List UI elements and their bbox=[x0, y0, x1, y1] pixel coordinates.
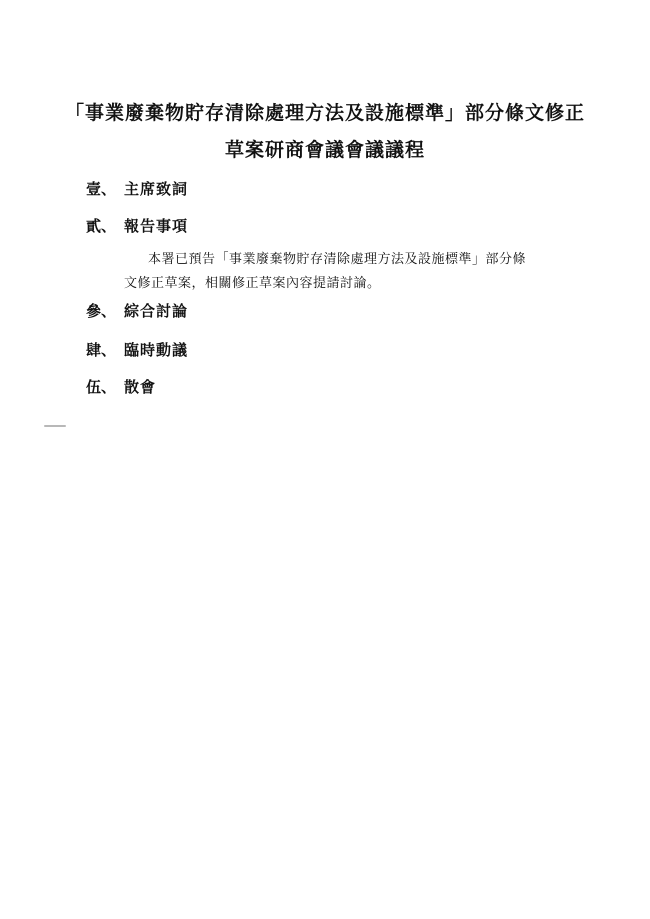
agenda-item-label: 主席致詞 bbox=[124, 180, 189, 198]
agenda-item-number: 壹、 bbox=[86, 180, 117, 198]
agenda-item-number: 伍、 bbox=[86, 378, 117, 396]
agenda-item-report bbox=[86, 215, 188, 236]
agenda-item-label: 臨時動議 bbox=[124, 341, 189, 359]
agenda-item-chair-remarks bbox=[86, 178, 188, 199]
agenda-item-label: 散會 bbox=[124, 378, 157, 396]
report-text-line-1: 本署已預告「事業廢棄物貯存清除處理方法及設施標準」部分條 bbox=[148, 252, 527, 267]
agenda-item-label: 綜合討論 bbox=[124, 302, 189, 320]
document-title-line-2: 草案研商會議會議議程 bbox=[224, 139, 425, 161]
agenda-item-label: 報告事項 bbox=[124, 217, 189, 235]
agenda-item-number: 肆、 bbox=[86, 341, 117, 359]
document-title-line-1: 「事業廢棄物貯存清除處理方法及設施標準」部分條文修正 bbox=[64, 102, 585, 124]
agenda-item-adjournment bbox=[86, 376, 156, 397]
agenda-item-extempore-motions bbox=[86, 339, 188, 360]
agenda-item-discussion bbox=[86, 300, 188, 321]
report-text-line-2: 文修正草案，相關修正草案內容提請討論。 bbox=[124, 276, 381, 291]
scan-smudge-mark bbox=[44, 425, 66, 427]
agenda-item-number: 參、 bbox=[86, 302, 117, 320]
agenda-item-number: 貳、 bbox=[86, 217, 117, 235]
